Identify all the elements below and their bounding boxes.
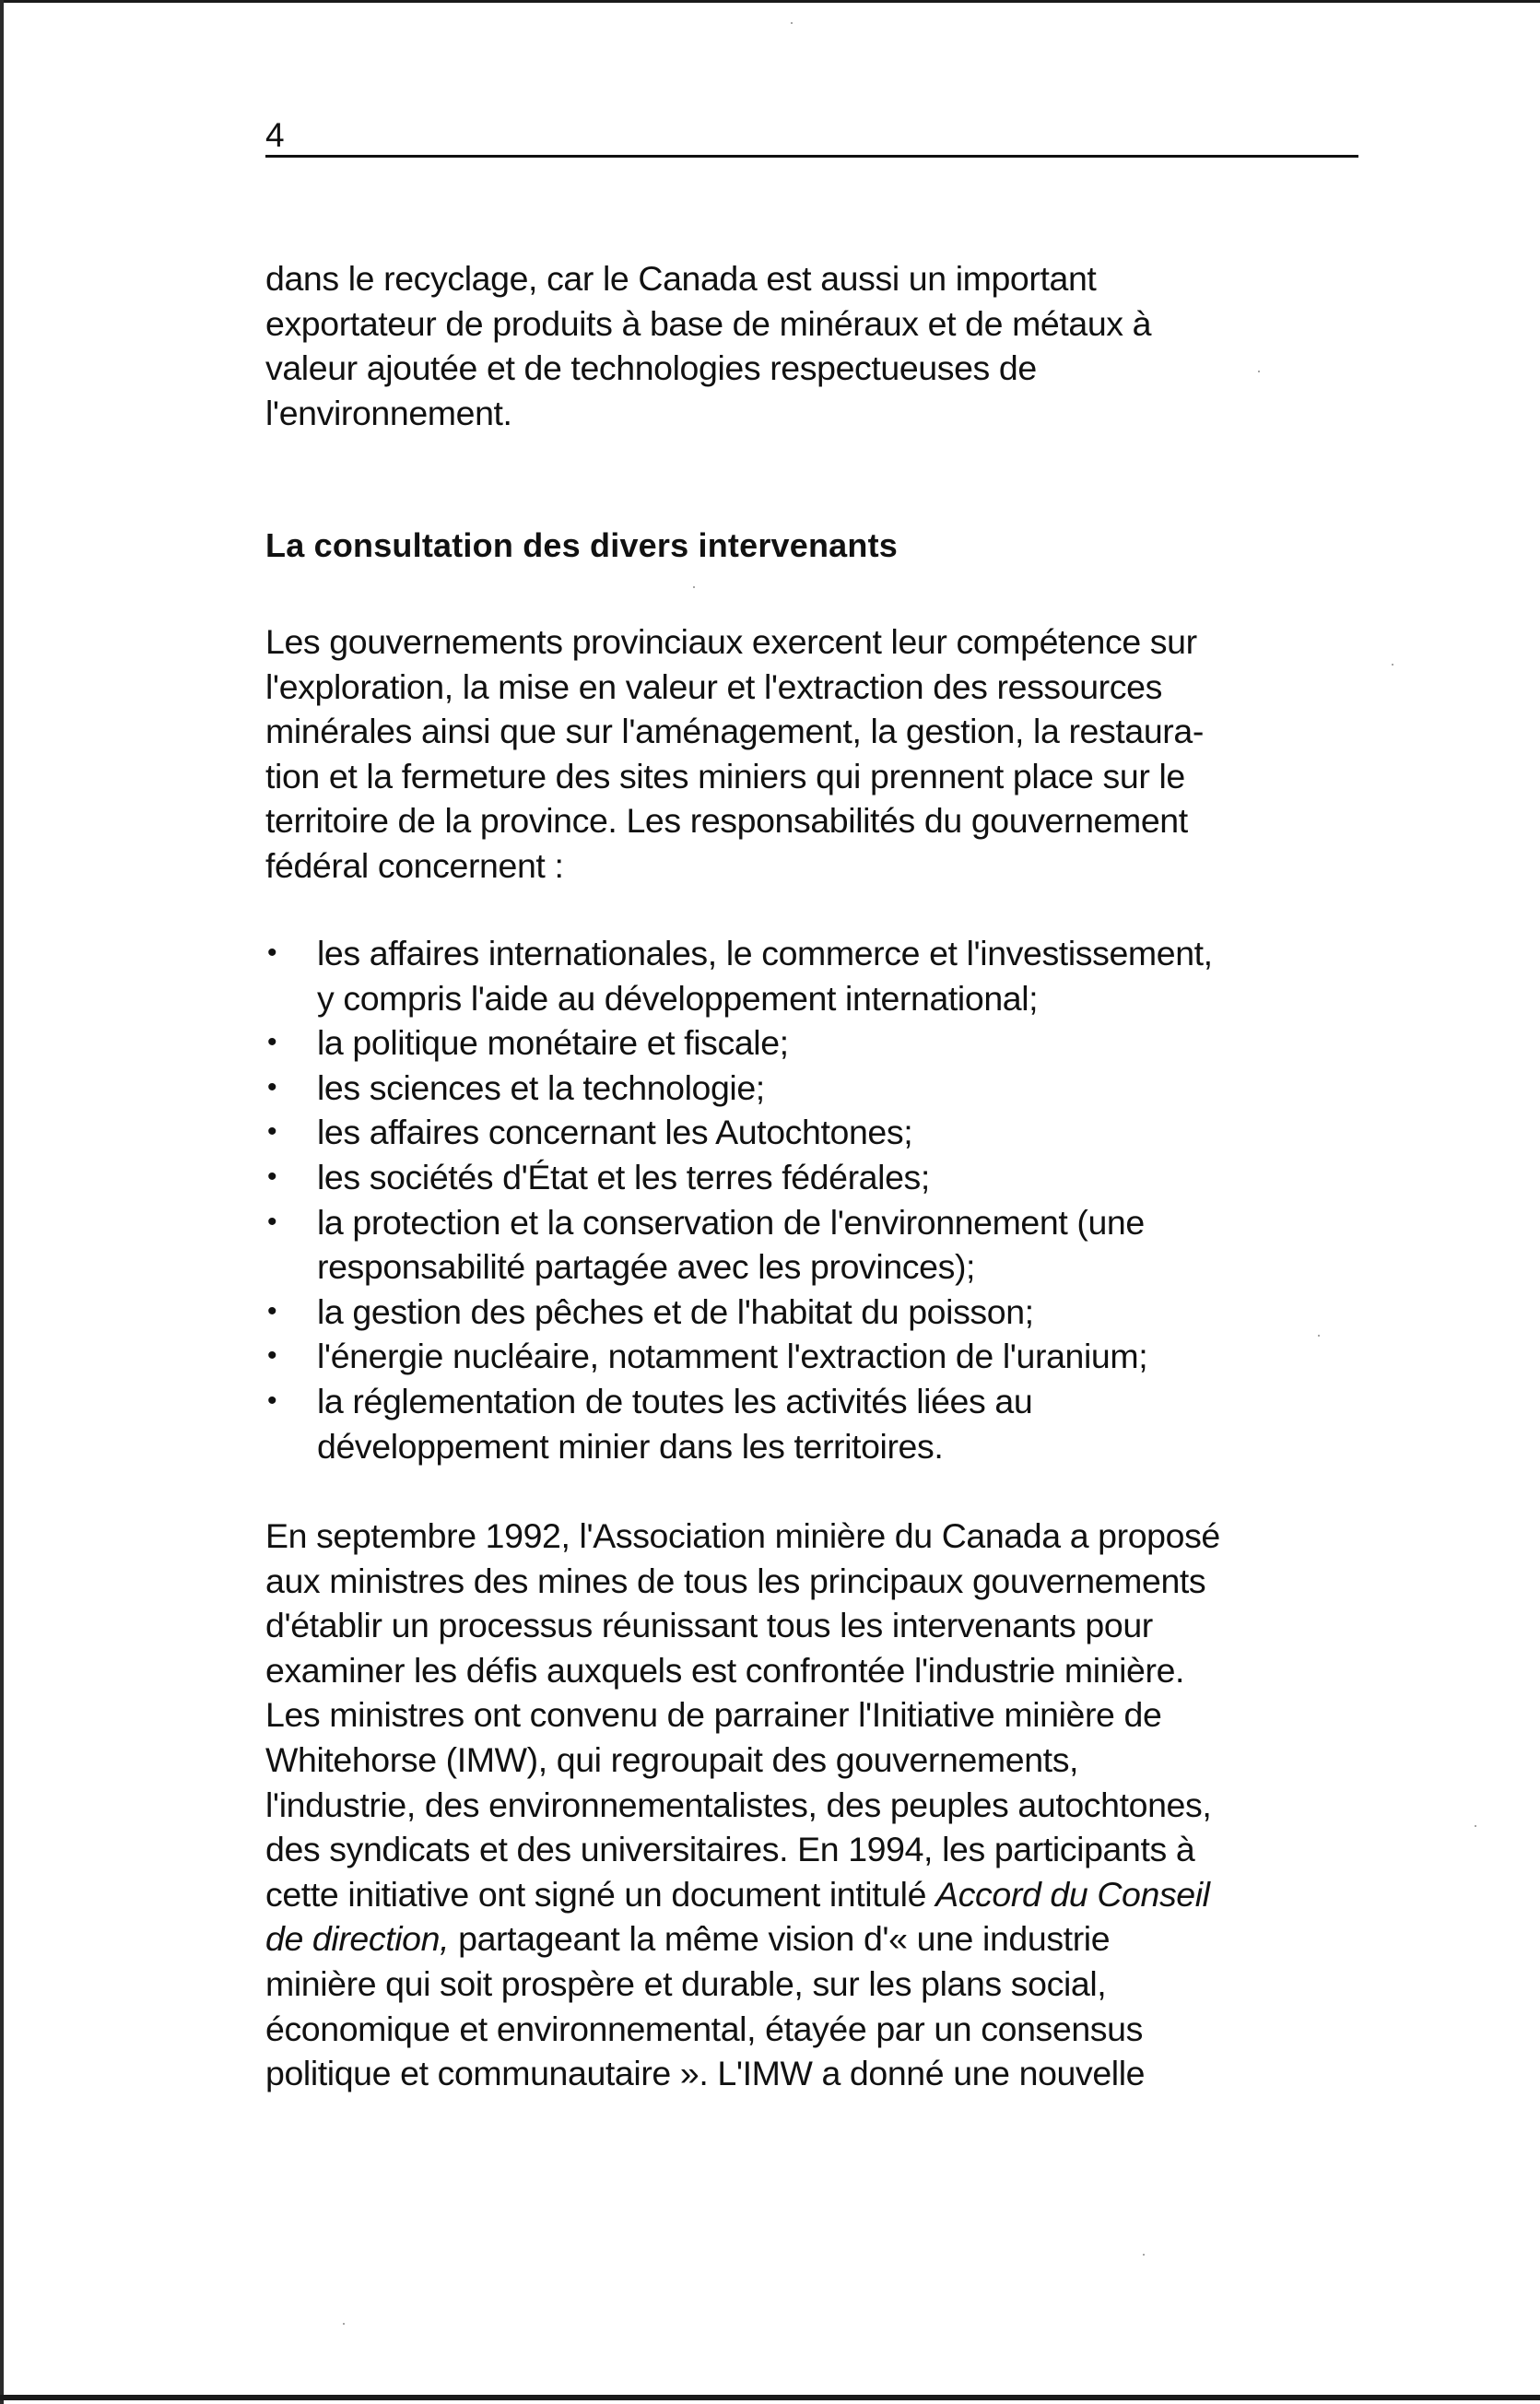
line-text: cette initiative ont signé un document intitulé [265,1874,936,1914]
federal-responsibilities-list [265,931,1362,1468]
paragraph-line [265,1916,1362,1962]
bullet-marker: • [267,1116,277,1148]
list-item [265,1379,1362,1468]
paragraph-line: fédéral concernent : [265,845,564,885]
list-item-line: y compris l'aide au développement international; [317,978,1039,1018]
paragraph-line: l'exploration, la mise en valeur et l'extraction des ressources [265,666,1162,706]
bullet-marker: • [267,1206,277,1237]
scan-speck [1392,664,1393,666]
paragraph-line: minérales ainsi que sur l'aménagement, la gestion, la restaura- [265,712,1204,751]
list-item-line: les affaires internationales, le commerce et l'investissement, [317,934,1213,972]
scan-speck [343,2323,345,2325]
scan-speck [1143,2254,1145,2256]
bullet-marker: • [267,1071,277,1102]
paragraph-line: Whitehorse (IMW), qui regroupait des gouvernements, [265,1739,1079,1779]
list-item [265,1155,1362,1200]
list-item-line: la gestion des pêches et de l'habitat du poisson; [317,1291,1034,1331]
page-number: 4 [265,116,285,154]
paragraph-line: Les gouvernements provinciaux exercent leur compétence sur [265,622,1197,661]
document-title-italic: Accord du Conseil [935,1874,1210,1914]
paragraph-line: économique et environnemental, étayée par un consensus [265,2009,1143,2048]
list-item-line: la politique monétaire et fiscale; [317,1023,789,1063]
paragraph-line: des syndicats et des universitaires. En 1994, les participants à [265,1830,1195,1869]
scan-edge-top [0,0,1540,3]
list-item-line: les sociétés d'État et les terres fédérales; [317,1157,930,1196]
bullet-marker: • [267,1385,277,1416]
paragraph-line [265,1872,1362,1917]
list-item [265,1020,1362,1066]
scan-speck [1258,371,1260,372]
list-item-line: les sciences et la technologie; [317,1067,765,1107]
bullet-marker: • [267,1027,277,1058]
header-rule [265,155,1358,158]
scan-speck [693,586,695,588]
paragraph-line: aux ministres des mines de tous les principaux gouvernements [265,1561,1206,1600]
paragraph-line: valeur ajoutée et de technologies respectueuses de [265,348,1037,388]
intro-paragraph [265,256,1362,435]
paragraph-line: Les ministres ont convenu de parrainer l'Initiative minière de [265,1695,1162,1735]
list-item [265,1290,1362,1335]
list-item-line: les affaires concernant les Autochtones; [317,1113,913,1152]
list-item [265,1334,1362,1379]
paragraph-line: l'environnement. [265,393,512,432]
paragraph-line: minière qui soit prospère et durable, sur les plans social, [265,1963,1107,2003]
bullet-marker: • [267,1161,277,1192]
paragraph-line: En septembre 1992, l'Association minière du Canada a proposé [265,1516,1220,1555]
list-item-line: la protection et la conservation de l'environnement (une [317,1202,1145,1242]
list-item-line: développement minier dans les territoires. [317,1426,944,1466]
scan-edge-bottom [0,2395,1540,2400]
line-text: partageant la même vision d'« une industrie [449,1919,1111,1959]
scan-speck [1475,1825,1476,1827]
section-heading: La consultation des divers intervenants [265,526,898,564]
list-item [265,1110,1362,1155]
paragraph-provincial-responsibilities [265,619,1362,889]
paragraph-line: exportateur de produits à base de minéraux et de métaux à [265,303,1152,343]
bullet-marker: • [267,1295,277,1326]
list-item [265,931,1362,1020]
bullet-marker: • [267,937,277,968]
paragraph-line: d'établir un processus réunissant tous les intervenants pour [265,1606,1153,1645]
paragraph-line: politique et communautaire ». L'IMW a donné une nouvelle [265,2054,1146,2093]
paragraph-line: examiner les défis auxquels est confrontée l'industrie minière. [265,1650,1185,1690]
scan-speck [1318,1335,1320,1337]
list-item [265,1066,1362,1111]
scan-speck [791,22,793,24]
bullet-marker: • [267,1340,277,1372]
paragraph-line: dans le recyclage, car le Canada est aussi un important [265,259,1097,298]
scan-edge-left [0,0,4,2404]
list-item-line: responsabilité partagée avec les provinces); [317,1247,976,1287]
paragraph-line: l'industrie, des environnementalistes, des peuples autochtones, [265,1785,1212,1824]
paragraph-whitehorse-initiative [265,1514,1362,2096]
document-title-italic: de direction, [265,1919,450,1959]
paragraph-line: tion et la fermeture des sites miniers qui prennent place sur le [265,756,1185,795]
list-item-line: l'énergie nucléaire, notamment l'extraction de l'uranium; [317,1337,1148,1376]
list-item-line: la réglementation de toutes les activités liées au [317,1381,1033,1420]
paragraph-line: territoire de la province. Les responsabilités du gouvernement [265,801,1188,841]
list-item [265,1200,1362,1290]
